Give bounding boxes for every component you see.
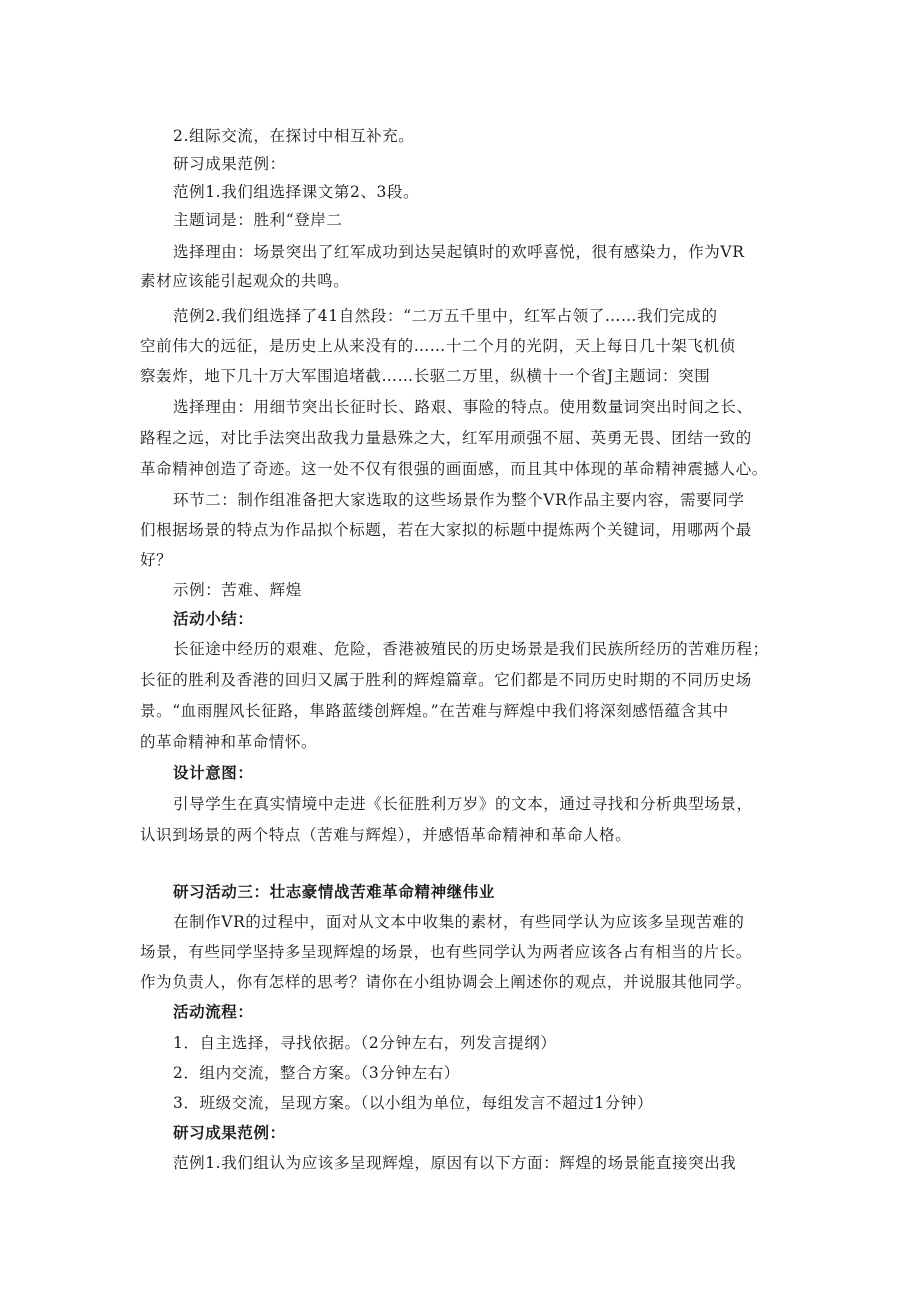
paragraph-line: 引导学生在真实情境中走进《长征胜利万岁》的文本，通过寻找和分析典型场景， bbox=[173, 795, 753, 813]
paragraph-line: 空前伟大的远征，是历史上从来没有的……十二个月的光阴，天上每日几十架飞机侦 bbox=[140, 337, 736, 355]
activity-heading: 研习活动三：壮志豪情战苦难革命精神继伟业 bbox=[173, 882, 496, 901]
paragraph-line: 长征的胜利及香港的回归又属于胜利的辉煌篇章。它们都是不同历史时期的不同历史场 bbox=[140, 671, 752, 689]
paragraph-line: 主题词是：胜利“登岸二 bbox=[173, 211, 343, 229]
section-heading: 研习成果范例： bbox=[173, 1123, 286, 1142]
paragraph-line: 路程之远，对比手法突出敌我力量悬殊之大，红军用顽强不屈、英勇无畏、团结一致的 bbox=[140, 429, 752, 447]
paragraph-line: 察轰炸，地下几十万大军围追堵截……长驱二万里，纵横十一个省J主题词：突围 bbox=[140, 367, 711, 385]
paragraph-line: 们根据场景的特点为作品拟个标题，若在大家拟的标题中提炼两个关键词，用哪两个最 bbox=[140, 521, 752, 539]
list-item: 3．班级交流，呈现方案。（以小组为单位，每组发言不超过1分钟） bbox=[173, 1094, 654, 1112]
paragraph-line: 2.组际交流，在探讨中相互补充。 bbox=[173, 127, 415, 145]
paragraph-line: 认识到场景的两个特点（苦难与辉煌），并感悟革命精神和革命人格。 bbox=[140, 826, 632, 844]
paragraph-line: 环节二：制作组准备把大家选取的这些场景作为整个VR作品主要内容，需要同学 bbox=[173, 491, 745, 509]
paragraph-line: 示例：苦难、辉煌 bbox=[173, 581, 302, 599]
list-item: 2．组内交流，整合方案。（3分钟左右） bbox=[173, 1064, 460, 1082]
paragraph-line: 选择理由：用细节突出长征时长、路艰、事险的特点。使用数量词突出时间之长、 bbox=[173, 398, 753, 416]
section-heading: 活动小结： bbox=[173, 609, 254, 628]
list-item: 1．自主选择，寻找依据。（2分钟左右，列发言提纲） bbox=[173, 1034, 557, 1052]
paragraph-line: 景。“血雨腥风长征路，隼路蓝缕创辉煌。”在苦难与辉煌中我们将深刻感悟蕴含其中 bbox=[140, 702, 729, 720]
paragraph-line: 好？ bbox=[140, 551, 173, 569]
paragraph-line: 范例1.我们组认为应该多呈现辉煌，原因有以下方面：辉煌的场景能直接突出我 bbox=[173, 1154, 737, 1172]
paragraph-line: 革命精神创造了奇迹。这一处不仅有很强的画面感，而且其中体现的革命精神震撼人心。 bbox=[140, 460, 768, 478]
paragraph-line: 场景，有些同学坚持多呈现辉煌的场景，也有些同学认为两者应该各占有相当的片长。 bbox=[140, 943, 752, 961]
paragraph-line: 范例2.我们组选择了41自然段：“二万五千里中，红军占领了……我们完成的 bbox=[173, 307, 718, 325]
paragraph-line: 的革命精神和革命情怀。 bbox=[140, 733, 318, 751]
paragraph-line: 选择理由：场景突出了红军成功到达吴起镇时的欢呼喜悦，很有感染力，作为VR bbox=[173, 243, 745, 261]
paragraph-line: 范例1.我们组选择课文第2、3段。 bbox=[173, 183, 420, 201]
paragraph-line: 在制作VR的过程中，面对从文本中收集的素材，有些同学认为应该多呈现苦难的 bbox=[173, 913, 745, 931]
section-heading: 活动流程： bbox=[173, 1002, 254, 1021]
paragraph-line: 作为负责人，你有怎样的思考？请你在小组协调会上阐述你的观点，并说服其他同学。 bbox=[140, 973, 752, 991]
section-heading: 设计意图： bbox=[173, 763, 254, 782]
paragraph-line: 研习成果范例： bbox=[173, 155, 286, 173]
paragraph-line: 素材应该能引起观众的共鸣。 bbox=[140, 272, 350, 290]
paragraph-line: 长征途中经历的艰难、危险，香港被殖民的历史场景是我们民族所经历的苦难历程； bbox=[173, 640, 769, 658]
